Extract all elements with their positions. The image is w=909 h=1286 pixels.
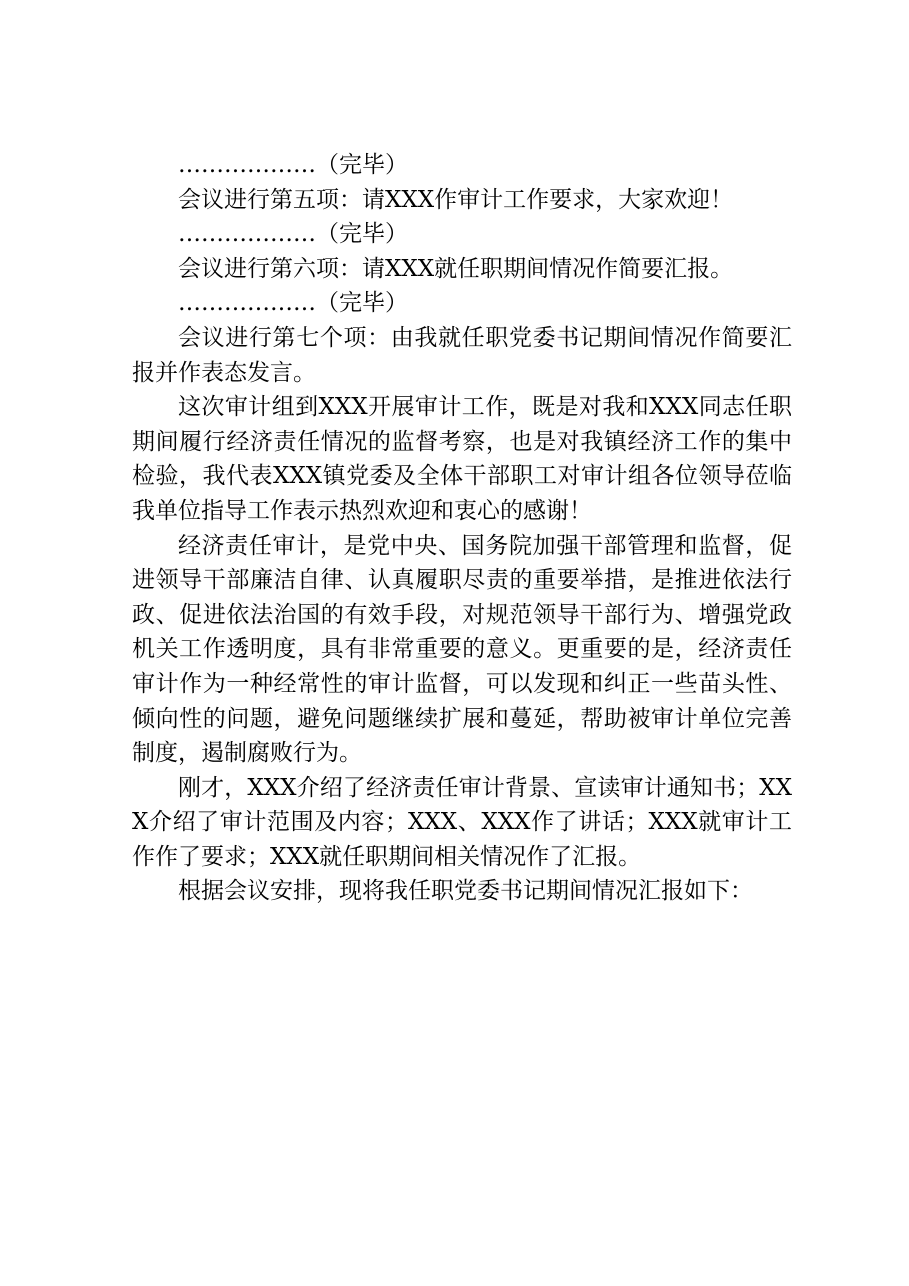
paragraph-audit-significance: 经济责任审计，是党中央、国务院加强干部管理和监督，促进领导干部廉洁自律、认真履职尽责的重要举措，是推进依法行政、促进依法治国的有效手段，对规范领导干部行为、增强党政机关工作透明度，具有非常重要的意义。更重要的是，经济责任审计作为一种经常性的审计监督，可以发现和纠正一些苗头性、倾向性的问题，避免问题继续扩展和蔓延，帮助被审计单位完善制度，遏制腐败行为。 xyxy=(132,532,792,767)
paragraph-item-five: 会议进行第五项：请XXX作审计工作要求，大家欢迎！ xyxy=(178,186,734,213)
paragraph-report-intro: 根据会议安排，现将我任职党委书记期间情况汇报如下： xyxy=(178,878,753,905)
document-body xyxy=(132,148,792,909)
paragraph-dots-2: ………………（完毕） xyxy=(178,221,408,248)
paragraph-item-seven: 会议进行第七个项：由我就任职党委书记期间情况作简要汇报并作表态发言。 xyxy=(132,324,792,386)
paragraph-audit-welcome: 这次审计组到XXX开展审计工作，既是对我和XXX同志任职期间履行经济责任情况的监督考察，也是对我镇经济工作的集中检验，我代表XXX镇党委及全体干部职工对审计组各位领导莅临我单位指导工作表示热烈欢迎和衷心的感谢！ xyxy=(132,394,792,524)
paragraph-summary: 刚才，XXX介绍了经济责任审计背景、宣读审计通知书；XXX介绍了审计范围及内容；XXX、XXX作了讲话；XXX就审计工作作了要求；XXX就任职期间相关情况作了汇报。 xyxy=(132,774,792,870)
paragraph-item-six: 会议进行第六项：请XXX就任职期间情况作简要汇报。 xyxy=(178,255,734,282)
paragraph-dots-1: ………………（完毕） xyxy=(178,152,408,178)
paragraph-dots-3: ………………（完毕） xyxy=(178,290,408,317)
